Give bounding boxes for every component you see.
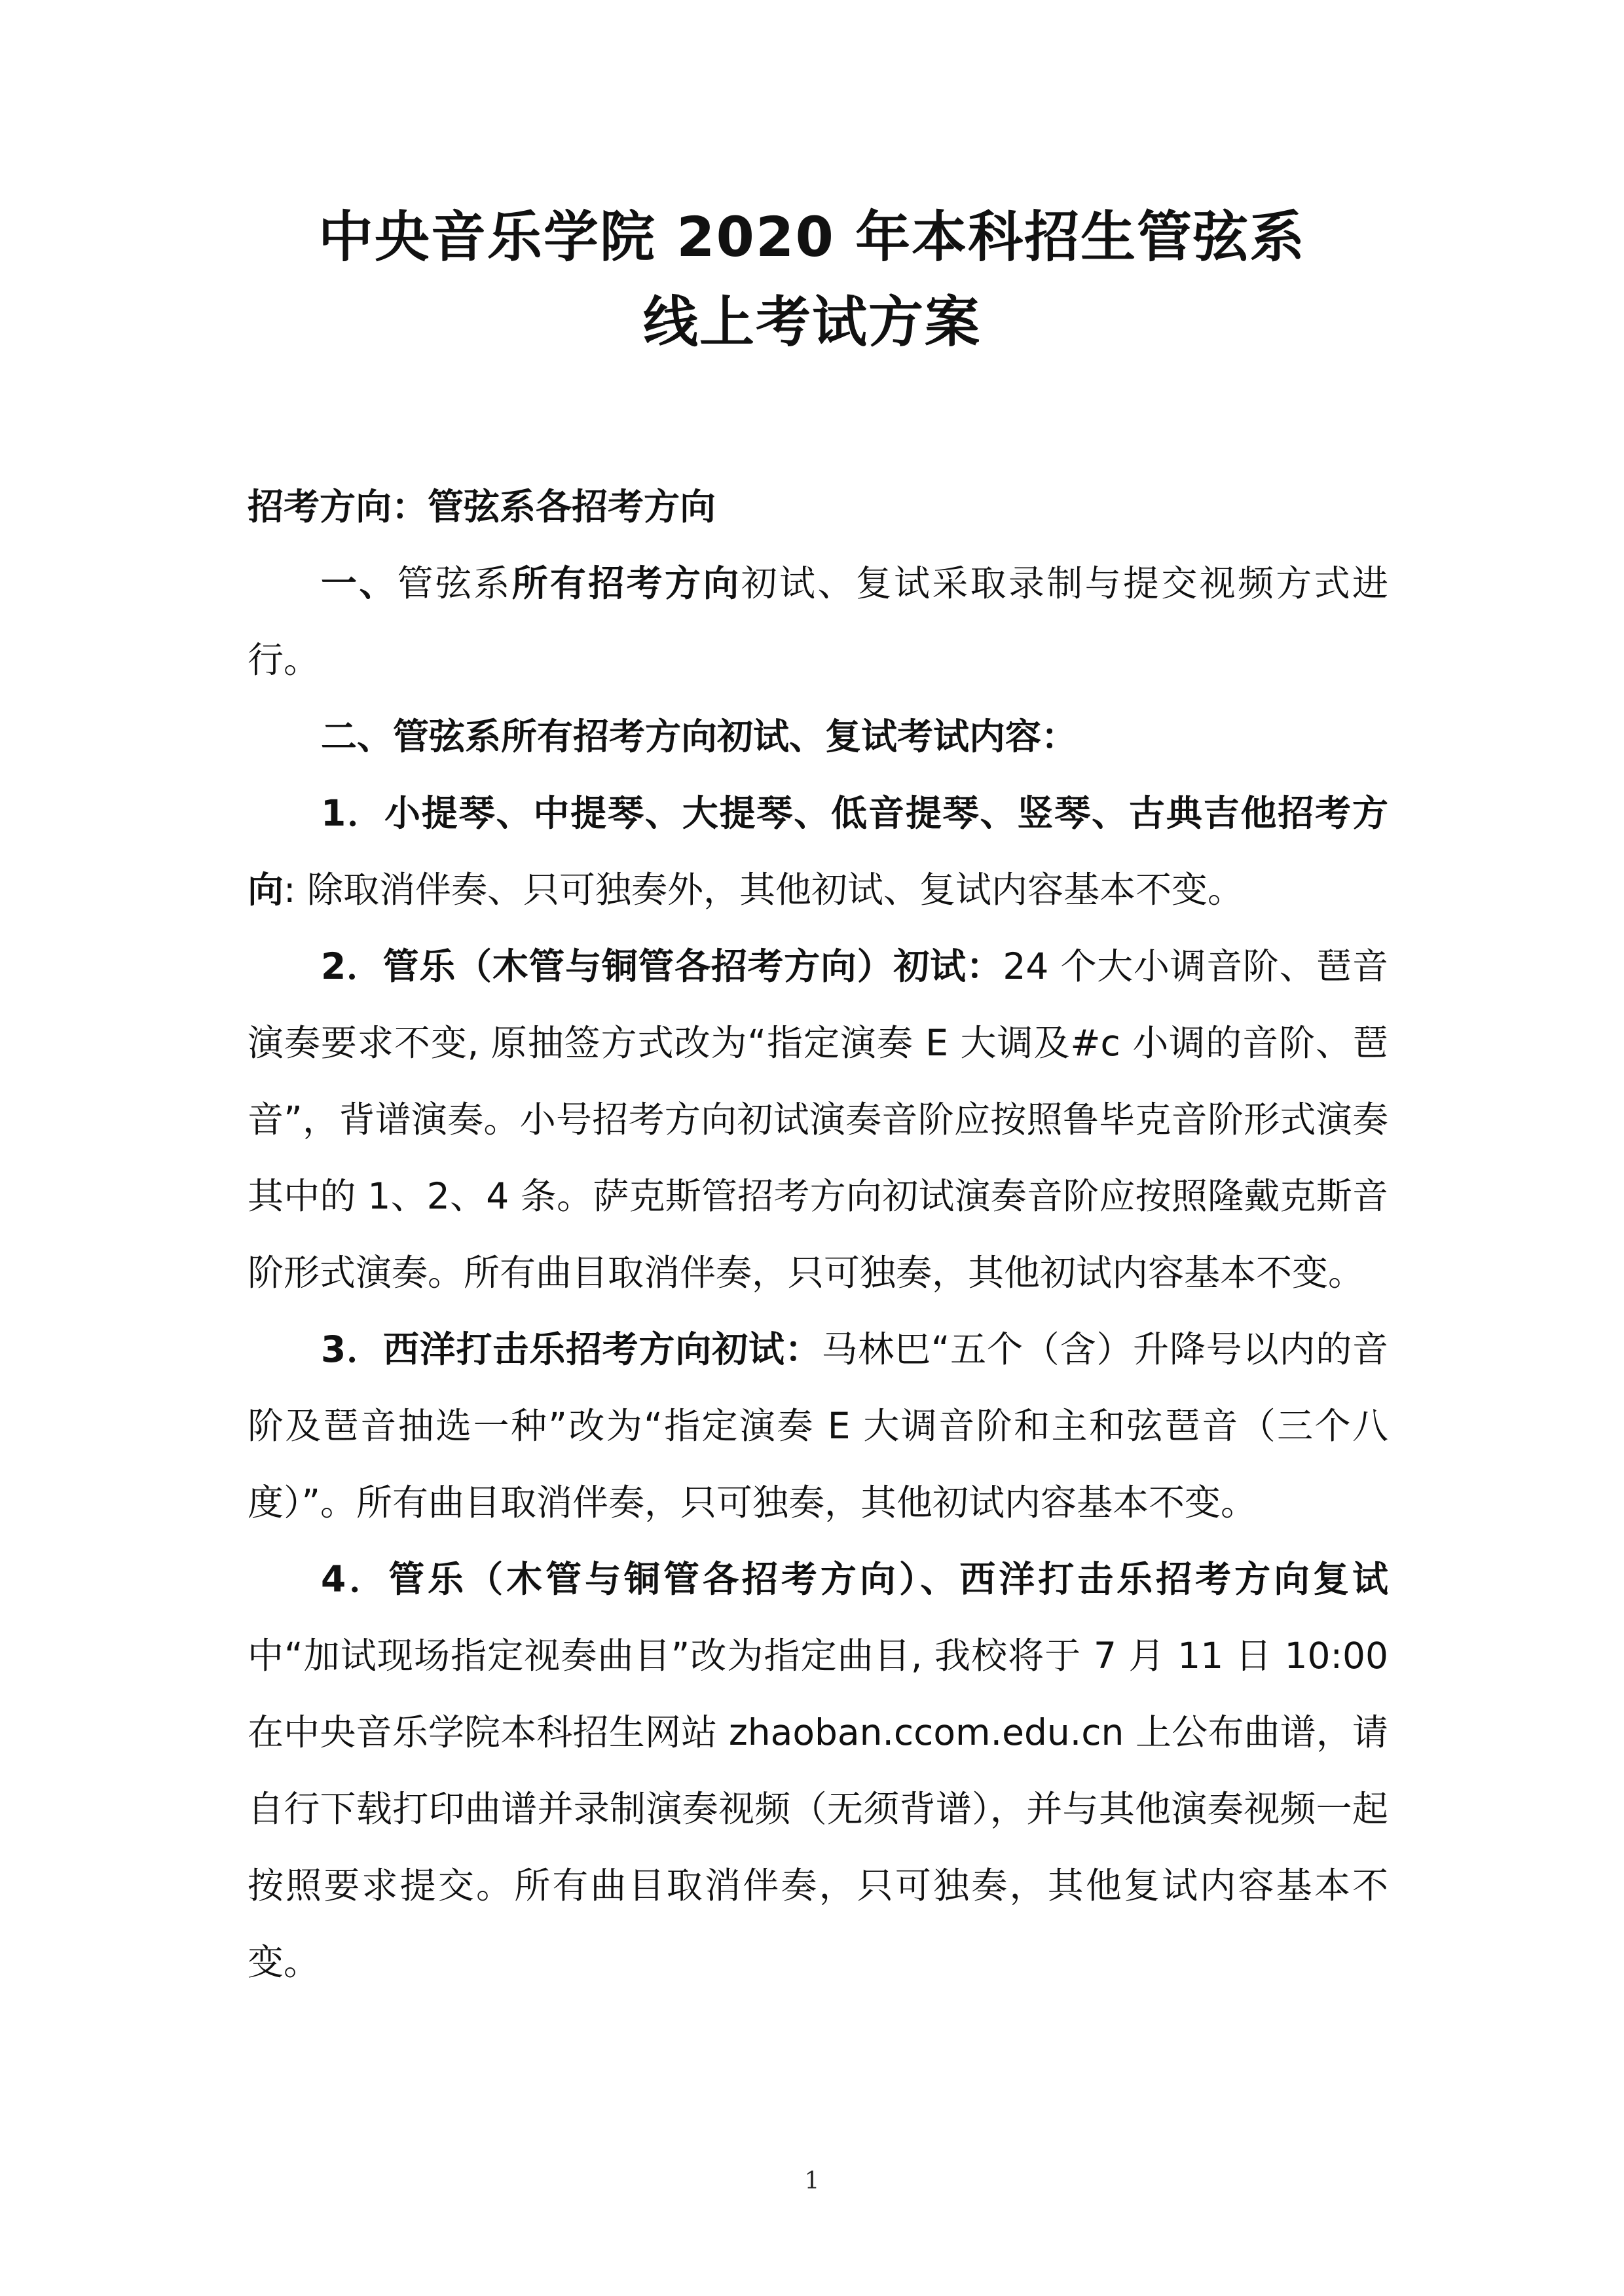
direction-value: 管弦系各招考方向: [428, 486, 716, 528]
page-number: 1: [804, 2168, 820, 2195]
document-title-line-1: 中央音乐学院 2020 年本科招生管弦系: [318, 205, 1306, 269]
section-2-heading: 二、管弦系所有招考方向初试、复试考试内容：: [321, 716, 1078, 757]
item-1-text: : 除取消伴奏、只可独奏外，其他初试、复试内容基本不变。: [284, 869, 1244, 911]
item-2-heading: 2．管乐（木管与铜管各招考方向）初试：: [321, 945, 1003, 987]
document-body: [248, 469, 1388, 2001]
document-title-line-2: 线上考试方案: [642, 290, 981, 354]
item-3-text: 马林巴“五个（含）升降号以内的音阶及琶音抽选一种”改为“指定演奏 E 大调音阶和主和弦琶音（三个八度）”。所有曲目取消伴奏，只可独奏，其他初试内容基本不变。: [248, 1328, 1388, 1523]
direction-label: 招考方向：: [248, 486, 428, 528]
section-1-text-b: 初试、复试采取录制与提交视频方式进行。: [248, 562, 1388, 681]
item-3-paragraph: [248, 1311, 1388, 1541]
item-4-paragraph: [248, 1541, 1388, 2001]
item-1-paragraph: [248, 775, 1388, 928]
item-4-heading: 4．管乐（木管与铜管各招考方向）、西洋打击乐招考方向复试: [321, 1558, 1388, 1600]
section-1-prefix: 一、: [321, 562, 397, 604]
item-4-text: 中“加试现场指定视奏曲目”改为指定曲目, 我校将于 7 月 11 日 10:00 在中央音乐学院本科招生网站 zhaoban.ccom.edu.cn 上公布曲谱，请自行下载打印曲谱并录制演奏视频（无须背谱），并与其他演奏视频一起按照要求提交。所有曲目取消伴奏，只可独奏，其他复试内容基本不变。: [248, 1635, 1388, 1983]
item-2-text: 24 个大小调音阶、琶音演奏要求不变, 原抽签方式改为“指定演奏 E 大调及#c 小调的音阶、琶音”，背谱演奏。小号招考方向初试演奏音阶应按照鲁毕克音阶形式演奏其中的 1、2、4 条。萨克斯管招考方向初试演奏音阶应按照隆戴克斯音阶形式演奏。所有曲目取消伴奏，只可独奏，其他初试内容基本不变。: [248, 945, 1388, 1294]
section-1-bold: 所有招考方向: [511, 562, 741, 604]
item-3-heading: 3．西洋打击乐招考方向初试：: [321, 1328, 822, 1370]
section-1-text-a: 管弦系: [397, 562, 512, 604]
direction-paragraph: [248, 469, 1388, 545]
item-2-paragraph: [248, 928, 1388, 1311]
item-1-heading: 1．小提琴、中提琴、大提琴、低音提琴、竖琴、古典吉他招考方向: [248, 792, 1388, 911]
section-1-paragraph: [248, 545, 1388, 699]
